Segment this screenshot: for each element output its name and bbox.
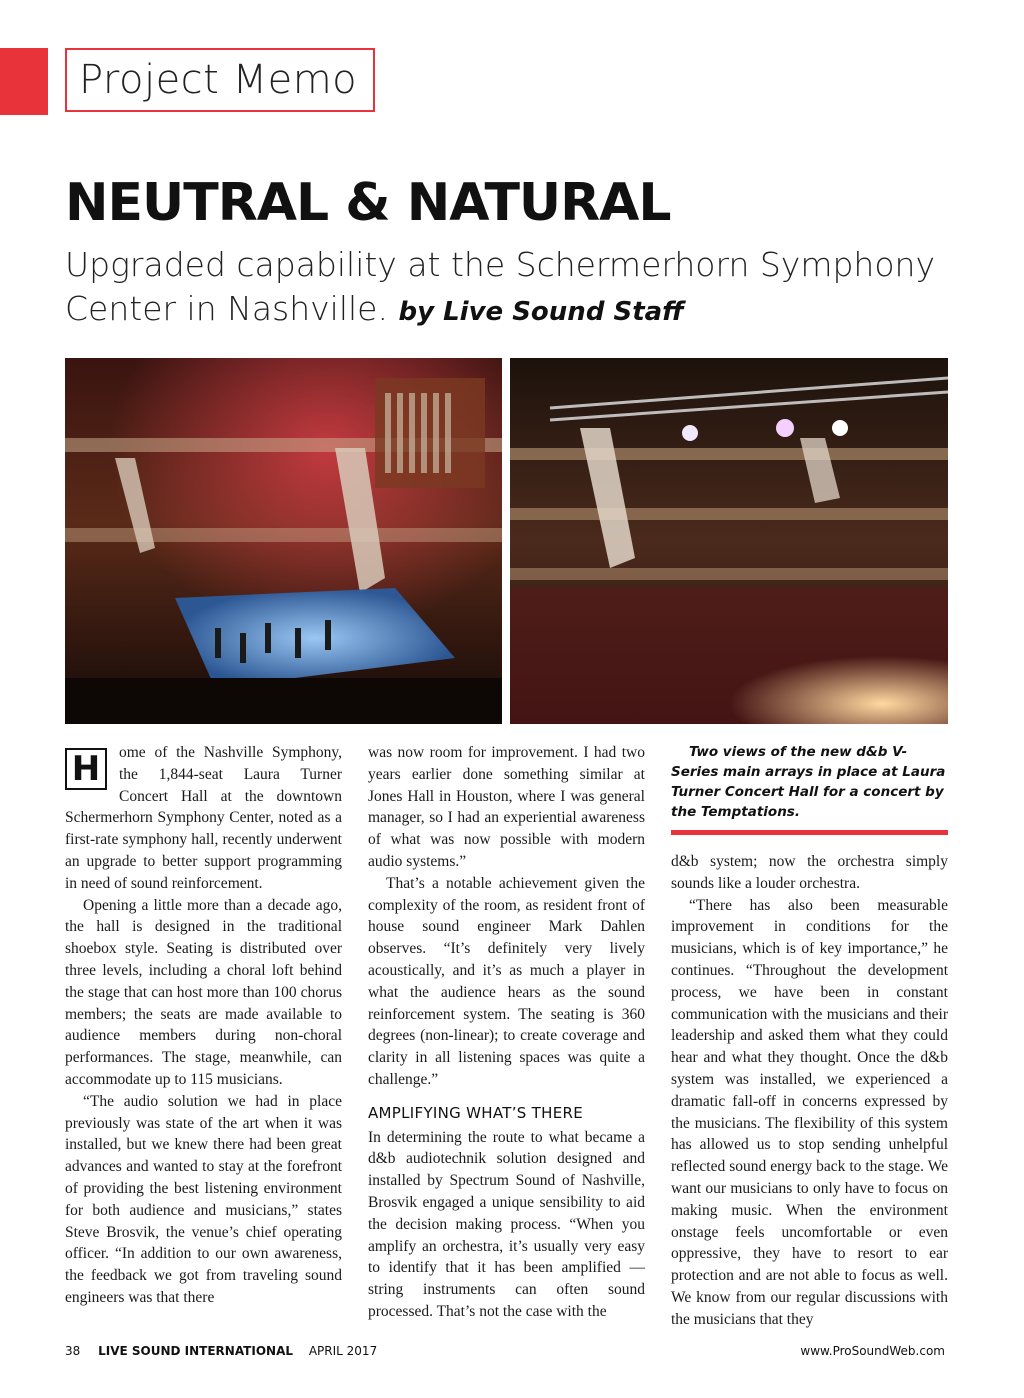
footer-left (65, 1344, 377, 1358)
magazine-name: LIVE SOUND INTERNATIONAL (98, 1344, 294, 1358)
drop-cap: H (65, 748, 107, 790)
article-paragraph-text: ome of the Nashville Symphony, the 1,844-seat Laura Turner Concert Hall at the downtown Schermerhorn Symphony Center, noted as a first-rate symphony hall, recently underwent an upgrade to better support programming in need of sound reinforcement. (65, 744, 342, 892)
concert-hall-photo-audience (510, 358, 948, 724)
article-paragraph: “The audio solution we had in place previously was state of the art when it was installed, but we knew there had been great advances and wanted to stay at the forefront of providing the best listening environment for both audience and musicians,” states Steve Brosvik, the venue’s chief operating officer. “In addition to our own awareness, the feedback we got from traveling sound engineers was that there (65, 1092, 342, 1306)
article-column-2 (368, 742, 645, 1323)
headline: NEUTRAL & NATURAL (65, 173, 671, 233)
subhead-text: Upgraded capability at the Schermerhorn Symphony Center in Nashville. (65, 245, 935, 328)
section-subheading: AMPLIFYING WHAT’S THERE (368, 1103, 584, 1122)
article-paragraph: d&b system; now the orchestra simply sounds like a louder orchestra. (671, 853, 948, 892)
page-footer (65, 1344, 945, 1364)
section-label: Project Memo (65, 48, 375, 112)
section-accent-tab (0, 48, 48, 115)
issue-date: APRIL 2017 (308, 1344, 378, 1358)
page-number: 38 (65, 1344, 81, 1358)
article-paragraph: was now room for improvement. I had two years earlier done something similar at Jones Hall in Houston, where I was general manager, so I had an experiential awareness of what was now possible with modern audio systems.” (368, 744, 645, 870)
article-paragraph: Opening a little more than a decade ago, the hall is designed in the traditional shoebox style. Seating is distributed over three levels, including a choral loft behind the stage that can host more than 100 chorus members; the seats are made available to audience members during non-choral performances. The stage, meanwhile, can accommodate up to 115 musicians. (65, 896, 342, 1088)
subhead (65, 243, 945, 334)
website-url: www.ProSoundWeb.com (800, 1344, 945, 1358)
byline: by Live Sound Staff (398, 297, 684, 327)
article-column-3 (671, 742, 948, 1331)
photo-caption: Two views of the new d&b V-Series main arrays in place at Laura Turner Concert Hall for a concert by the Temptations. (671, 744, 946, 820)
article-paragraph (65, 742, 342, 895)
article-paragraph: “There has also been measurable improvement in conditions for the musicians, which is of key importance,” he continues. “Throughout the development process, we have been in constant communication with the musicians and their leadership and asked them what they could hear and what they thought. Once the d&b system was installed, we experienced a dramatic fall-off in concerns expressed by the musicians. The flexibility of this system has allowed us to stop sending unhelpful reflected sound energy back to the stage. We want our musicians to only have to focus on making music. When the environment onstage feels uncomfortable or even oppressive, they have to resort to ear protection and are not able to focus as well. We know from our regular discussions with the musicians that they (671, 896, 948, 1328)
article-column-1 (65, 742, 342, 1309)
caption-divider (671, 830, 948, 835)
article-paragraph: In determining the route to what became a d&b audiotechnik solution designed and installed by Spectrum Sound of Nashville, Brosvik engaged a unique sensibility to aid the decision making process. “When you amplify an orchestra, it’s usually very easy to identify that it has been amplified — string instruments can often sound processed. That’s not the case with the (368, 1128, 645, 1320)
article-paragraph: That’s a notable achievement given the complexity of the room, as resident front of house sound engineer Mark Dahlen observes. “It’s definitely very lively acoustically, and it’s as much a player in what the audience hears as the sound reinforcement system. The seating is 360 degrees (non-linear); to create coverage and clarity in all listening spaces was quite a challenge.” (368, 874, 645, 1088)
concert-hall-photo-stage (65, 358, 502, 724)
